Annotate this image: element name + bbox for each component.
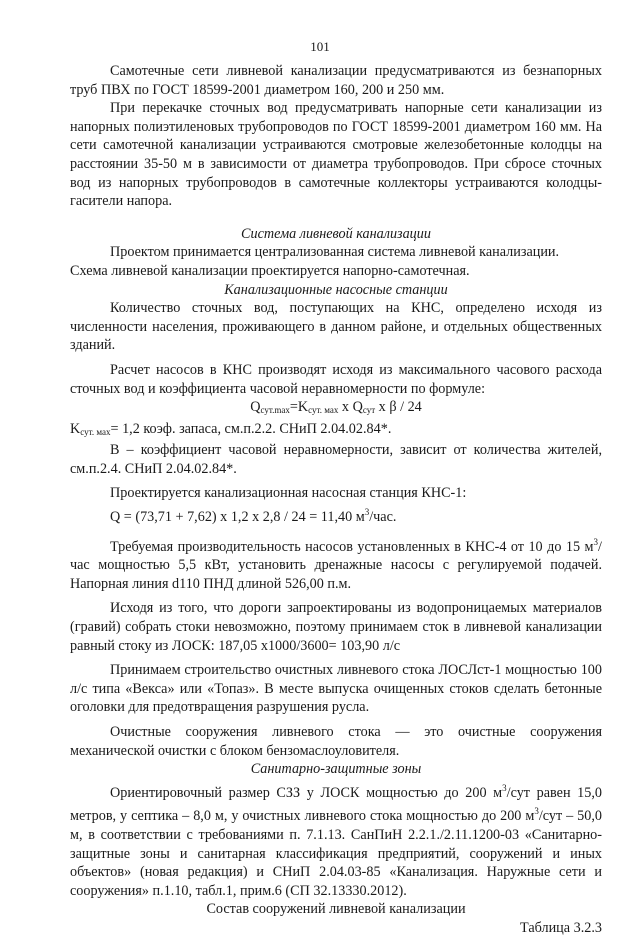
formula-kns1-text: Q = (73,71 + 7,62) х 1,2 х 2,8 / 24 = 11,40 м bbox=[110, 509, 365, 526]
formula-q2-subscript: сут bbox=[362, 405, 376, 416]
page-content bbox=[70, 62, 602, 938]
paragraph-storm-sewer-pipes: Самотечные сети ливневой канализации предусматриваются из безнапорных труб ПВХ по ГОСТ 18599-2001 диаметром 160, 200 и 250 мм. bbox=[70, 63, 602, 98]
k-symbol: K bbox=[70, 420, 81, 437]
paragraph-sanitary-zone-size bbox=[70, 779, 602, 901]
paragraph-wastewater-amount: Количество сточных вод, поступающих на КНС, определено исходя из численности населения, проживающего в данном районе, и отдельных общественных зданий. bbox=[70, 300, 602, 354]
paragraph-pump-capacity bbox=[70, 533, 602, 594]
page-number: 101 bbox=[310, 39, 330, 54]
pump-capacity-sup: 3 bbox=[593, 536, 599, 547]
paragraph-centralized-system: Проектом принимается централизованная система ливневой канализации. bbox=[110, 244, 560, 261]
formula-q-subscript: сут.max bbox=[260, 405, 290, 416]
paragraph-kns1: Проектируется канализационная насосная станция КНС-1: bbox=[110, 485, 467, 502]
k-definition: = 1,2 коэф. запаса, см.п.2.2. СНиП 2.04.02.84*. bbox=[110, 420, 392, 437]
k-coefficient-line bbox=[70, 420, 602, 442]
formula-eq: =K bbox=[289, 399, 309, 416]
paragraph-pressure-networks: При перекачке сточных вод предусматривать напорные сети канализации из напорных полиэтиленовых трубопроводов по ГОСТ 18599-2001 диаметром 160 мм. На сети самотечной канализации устраиваются смотровые железобетонные колодцы на расстоянии 35-50 м в зависимости от диаметра трубопроводов. При сбросе сточных вод из напорных трубопроводов в самотечные коллекторы устраиваются колодцы-гасители напора. bbox=[70, 100, 602, 210]
paragraph-scheme: Схема ливневой канализации проектируется напорно-самотечная. bbox=[70, 262, 470, 279]
pump-capacity-a: Требуемая производительность насосов установленных в КНС-4 от 10 до 15 м bbox=[110, 538, 594, 555]
table-label: Таблица 3.2.3 bbox=[520, 919, 602, 936]
formula-kns1-sup: 3 bbox=[364, 507, 370, 518]
formula-times-q: х Q bbox=[338, 399, 363, 416]
paragraph-treatment-construction: Принимаем строительство очистных ливневого стока ЛОСЛст-1 мощностью 100 л/с типа «Векса» или «Топаз». В месте выпуска очищенных стоков сделать бетонные оголовки для предотвращения разрушения русла. bbox=[70, 662, 602, 716]
paragraph-beta-coefficient: В – коэффициент часовой неравномерности, зависит от количества жителей, см.п.2.4. СНиП 2.04.02.84*. bbox=[70, 442, 602, 477]
section-heading-pump-stations: Канализационные насосные станции bbox=[224, 281, 448, 298]
section-heading-sanitary-zones: Санитарно-защитные зоны bbox=[250, 761, 422, 778]
section-heading-storm-system: Система ливневой канализации bbox=[241, 225, 431, 242]
formula-max-flow bbox=[70, 398, 602, 420]
formula-q: Q bbox=[250, 399, 261, 416]
formula-kns1-flow bbox=[110, 503, 602, 527]
sanitary-b: /сут равен 15,0 метров, у септика – 8,0 м, у очистных ливневого стока мощностью до 200 м bbox=[70, 784, 602, 825]
formula-rest: х β / 24 bbox=[375, 399, 422, 416]
paragraph-permeable-roads: Исходя из того, что дороги запроектированы из водопроницаемых материалов (гравий) собрать стоки невозможно, поэтому принимаем сток в ливневой канализации равный стоку из ЛОСК: 187,05 х1000/3600= 103,90 л/с bbox=[70, 600, 602, 654]
k-subscript: сут. мах bbox=[80, 426, 111, 437]
sanitary-sup1: 3 bbox=[502, 782, 507, 793]
formula-k-subscript: сут. мах bbox=[308, 405, 339, 416]
sanitary-c: /сут – 50,0 м, в соответствии с требованиями п. 7.1.13. СанПиН 2.2.1./2.11.1200-03 «Санитарно-защитные зоны и санитарная классификация предприятий, сооружений и иных объектов» (новая редакция) и СНиП 2.04.03-85 «Канализация. Наружные сети и сооружения» п.1.10, табл.1, прим.6 (СП 32.13330.2012). bbox=[70, 808, 602, 899]
sanitary-sup2: 3 bbox=[534, 806, 539, 817]
pump-capacity-b: /час мощностью 5,5 кВт, установить дренажные насосы с регулируемой подачей. Напорная линия d110 ПНД длиной 526,00 п.м. bbox=[70, 538, 602, 592]
heading-structures-composition: Состав сооружений ливневой канализации bbox=[206, 901, 466, 918]
formula-kns1-tail: /час. bbox=[369, 509, 397, 526]
paragraph-pump-calculation: Расчет насосов в КНС производят исходя из максимального часового расхода сточных вод и коэффициента часовой неравномерности по формуле: bbox=[70, 361, 602, 397]
sanitary-a: Ориентировочный размер СЗЗ у ЛОСК мощностью до 200 м bbox=[110, 784, 503, 801]
paragraph-treatment-facilities: Очистные сооружения ливневого стока — это очистные сооружения механической очистки с блоком бензомаслоуловителя. bbox=[70, 724, 602, 759]
